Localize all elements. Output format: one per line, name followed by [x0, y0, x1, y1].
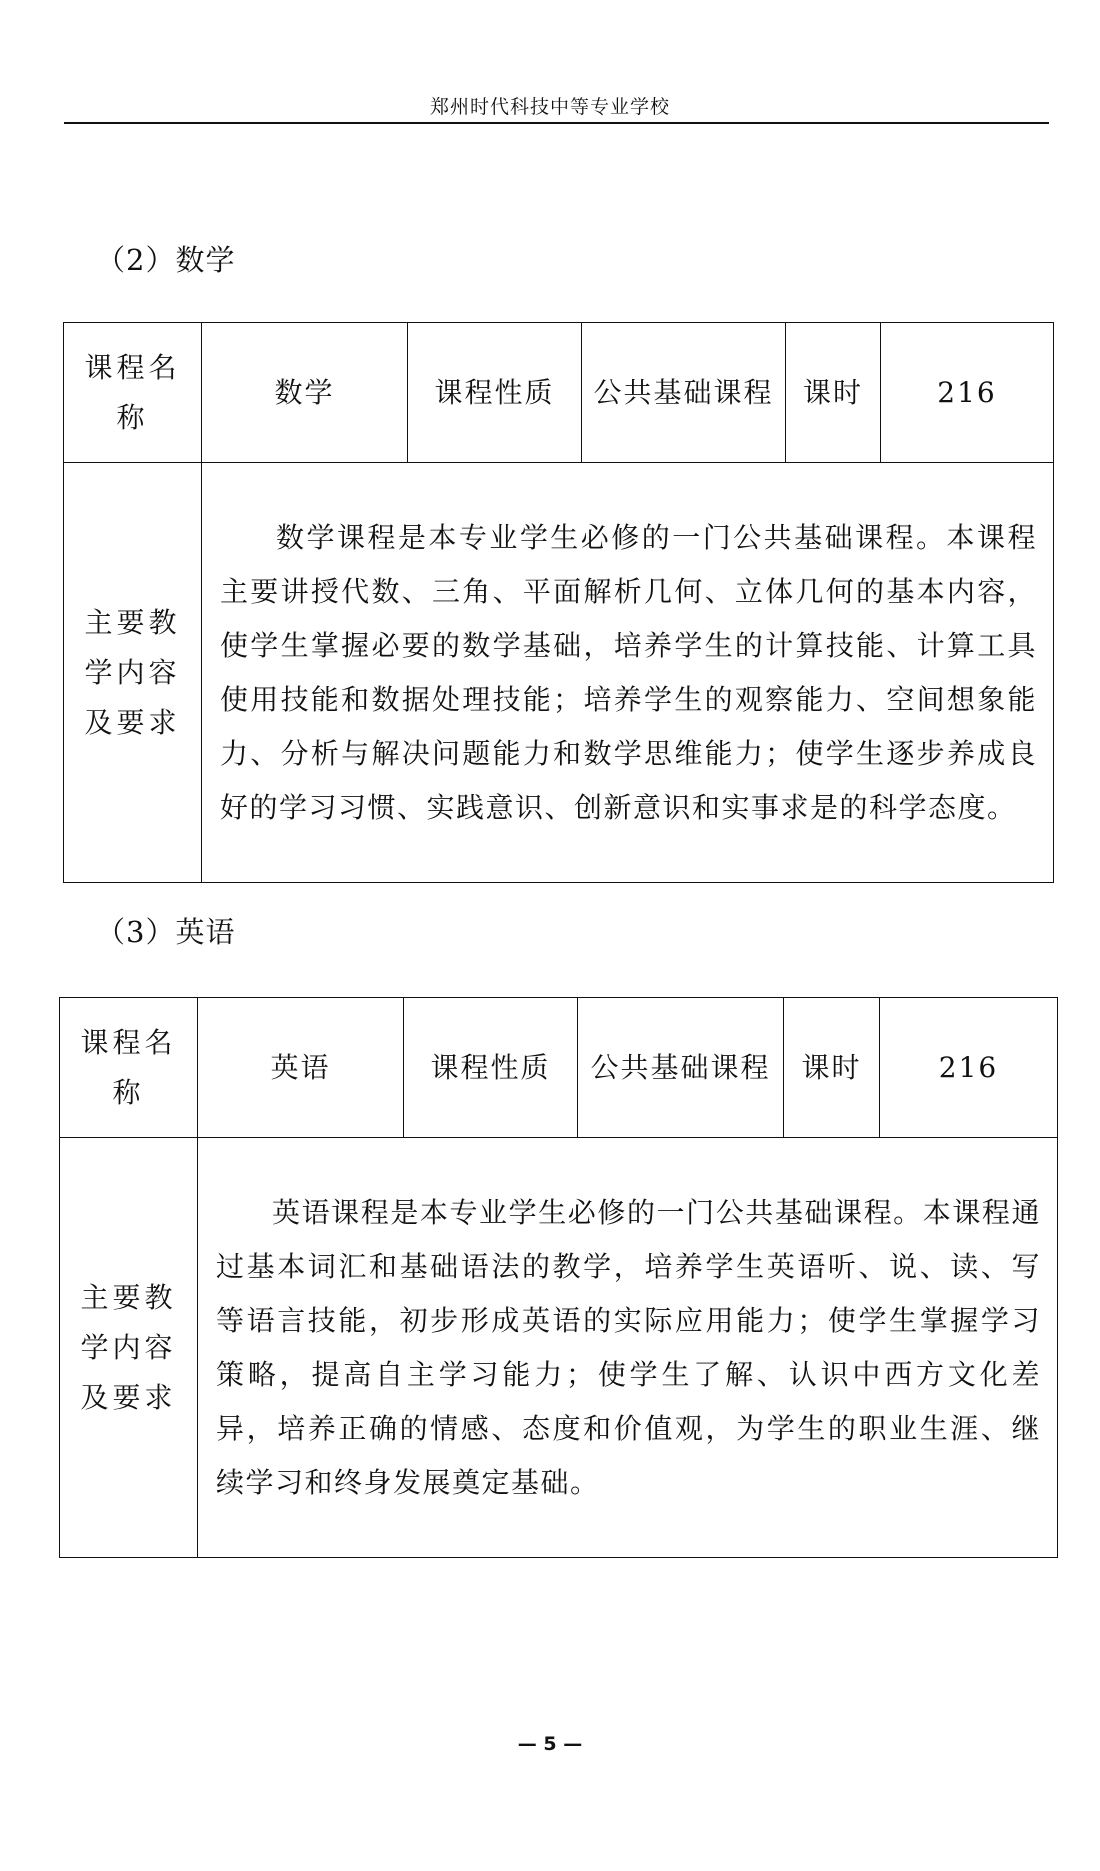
course-name-value: 数学	[202, 323, 408, 463]
table-row	[64, 463, 1054, 883]
content-requirements-text	[198, 1138, 1058, 1558]
course-nature-label: 课程性质	[408, 323, 582, 463]
course-table-english	[59, 997, 1058, 1558]
section-heading-math: （2）数学	[96, 243, 236, 277]
course-name-value: 英语	[198, 998, 404, 1138]
page-number: — 5 —	[517, 1733, 583, 1755]
header-rule	[64, 122, 1049, 124]
course-hours-label: 课时	[786, 323, 881, 463]
course-hours-value: 216	[880, 998, 1058, 1138]
section-heading-english: （3）英语	[96, 915, 236, 949]
course-hours-label: 课时	[784, 998, 880, 1138]
content-requirements-text	[202, 463, 1054, 883]
content-paragraph: 数学课程是本专业学生必修的一门公共基础课程。本课程主要讲授代数、三角、平面解析几何、立体几何的基本内容，使学生掌握必要的数学基础，培养学生的计算技能、计算工具使用技能和数据处理技能；培养学生的观察能力、空间想象能力、分析与解决问题能力和数学思维能力；使学生逐步养成良好的学习习惯、实践意识、创新意识和实事求是的科学态度。	[220, 520, 1037, 824]
school-header-title: 郑州时代科技中等专业学校	[429, 96, 670, 118]
content-requirements-label: 主要教学内容及要求	[60, 1138, 198, 1558]
course-nature-value: 公共基础课程	[578, 998, 784, 1138]
course-nature-label: 课程性质	[404, 998, 578, 1138]
table-row	[60, 998, 1058, 1138]
course-nature-value: 公共基础课程	[582, 323, 786, 463]
table-row	[60, 1138, 1058, 1558]
course-name-label: 课程名称	[64, 323, 202, 463]
course-table-math	[63, 322, 1054, 883]
course-hours-value: 216	[881, 323, 1054, 463]
table-row	[64, 323, 1054, 463]
course-name-label: 课程名称	[60, 998, 198, 1138]
content-requirements-label: 主要教学内容及要求	[64, 463, 202, 883]
content-paragraph: 英语课程是本专业学生必修的一门公共基础课程。本课程通过基本词汇和基础语法的教学，培养学生英语听、说、读、写等语言技能，初步形成英语的实际应用能力；使学生掌握学习策略，提高自主学习能力；使学生了解、认识中西方文化差异，培养正确的情感、态度和价值观，为学生的职业生涯、继续学习和终身发展奠定基础。	[216, 1195, 1041, 1499]
